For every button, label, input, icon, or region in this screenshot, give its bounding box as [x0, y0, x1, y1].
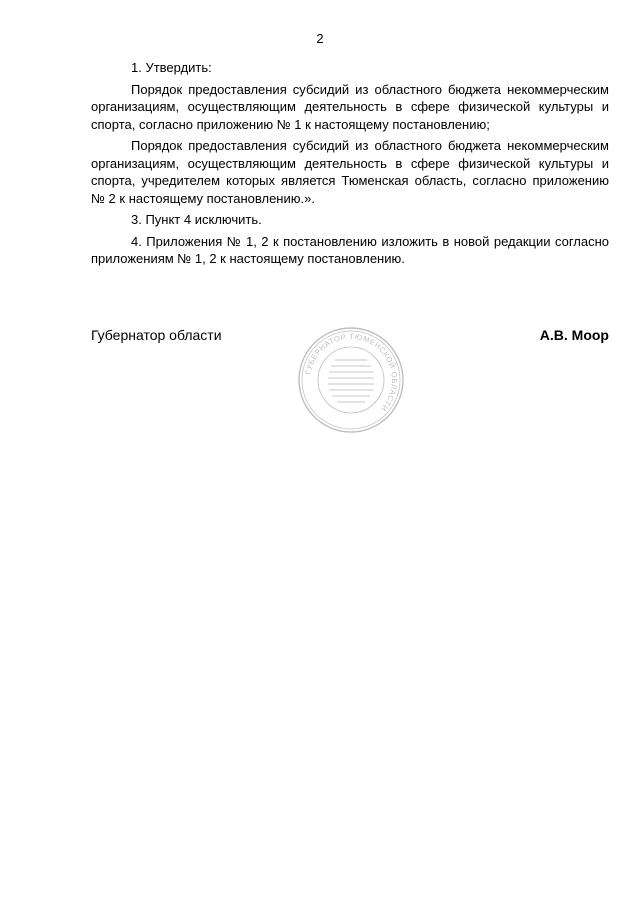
official-seal-icon — [297, 326, 405, 434]
signatory-position: Губернатор области — [91, 327, 222, 343]
document-body — [91, 59, 609, 272]
paragraph-procedure-1: Порядок предоставления субсидий из областного бюджета некоммерческим организациям, осуществляющим деятельность в сфере физической культуры и спорта, согласно приложению № 1 к настоящему постановлению; — [91, 81, 609, 132]
paragraph-item-4: 4. Приложения № 1, 2 к постановлению изложить в новой редакции согласно приложениям № 1, 2 к настоящему постановлению. — [91, 233, 609, 266]
seal-ring-text: ГУБЕРНАТОР ТЮМЕНСКОЙ ОБЛАСТИ — [303, 331, 400, 414]
paragraph-approve: 1. Утвердить: — [131, 60, 212, 75]
signatory-name: А.В. Моор — [539, 327, 609, 343]
seal-graphic — [297, 326, 405, 434]
paragraph-item-3: 3. Пункт 4 исключить. — [131, 212, 262, 227]
paragraph-procedure-2: Порядок предоставления субсидий из областного бюджета некоммерческим организациям, осуществляющим деятельность в сфере физической культуры и спорта, учредителем которых является Тюменская область, согласно приложению № 2 к настоящему постановлению.». — [91, 138, 609, 206]
page-number: 2 — [316, 31, 324, 46]
